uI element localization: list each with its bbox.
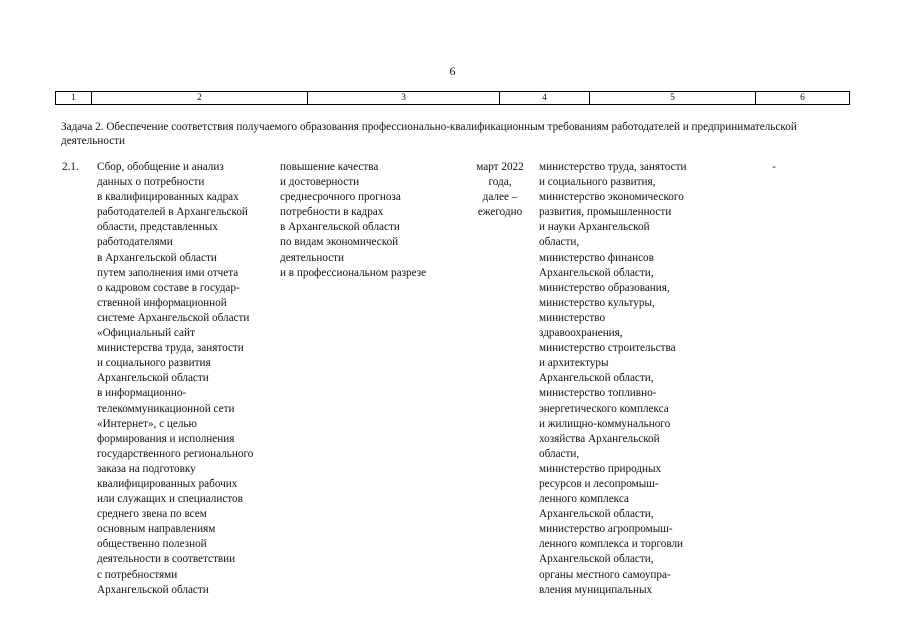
header-col-2: 2 — [92, 92, 308, 104]
header-col-3: 3 — [308, 92, 500, 104]
executors-text: министерство труда, занятости и социального развития, министерство экономического развития, промышленности и науки Архангельской области, министерство финансов Архангельской области, министерство образования, министерство культуры, министерство здравоохранения, министерство строительства и архитектуры Архангельской области, министерство топливно- энергетического комплекса и жилищно-коммунального хозяйства Архангельской области, министерство природных ресурсов и лесопромыш- ленного комплекса Архангельской области, министерство агропромыш- ленного комплекса и торговли Архангельской области, органы местного самоупра- вления муниципальных — [539, 161, 687, 596]
measure-text: Сбор, обобщение и анализ данных о потребности в квалифицированных кадрах работодателей в Архангельской области, представленных работодателями в Архангельской области путем заполнения ими отчета о кадровом составе в государ- ственной информационной системе Архангельской области «Официальный сайт министерства труда, занятости и социального развития Архангельской области в информационно- телекоммуникационной сети «Интернет», с целью формирования и исполнения государственного регионального заказа на подготовку квалифицированных рабочих или служащих и специалистов среднего звена по всем основным направлениям общественно полезной деятельности в соответствии с потребностями Архангельской области — [97, 161, 254, 596]
note-text: - — [772, 161, 776, 173]
task-title: Задача 2. Обеспечение соответствия получаемого образования профессионально-квалификационным требованиям работодателей и предпринимательской деятельности — [61, 121, 797, 147]
header-col-1: 1 — [56, 92, 92, 104]
expected-result-text: повышение качества и достоверности среднесрочного прогноза потребности в кадрах в Архангельской области по видам экономической деятельности и в профессиональном разрезе — [280, 161, 427, 279]
deadline-text: март 2022 года, далее – ежегодно — [476, 161, 524, 219]
column-number-header — [55, 91, 850, 105]
row-number: 2.1. — [62, 161, 79, 173]
header-col-6: 6 — [800, 93, 805, 103]
header-col-4: 4 — [500, 92, 590, 104]
header-col-5: 5 — [590, 92, 756, 104]
page-number: 6 — [449, 64, 456, 78]
